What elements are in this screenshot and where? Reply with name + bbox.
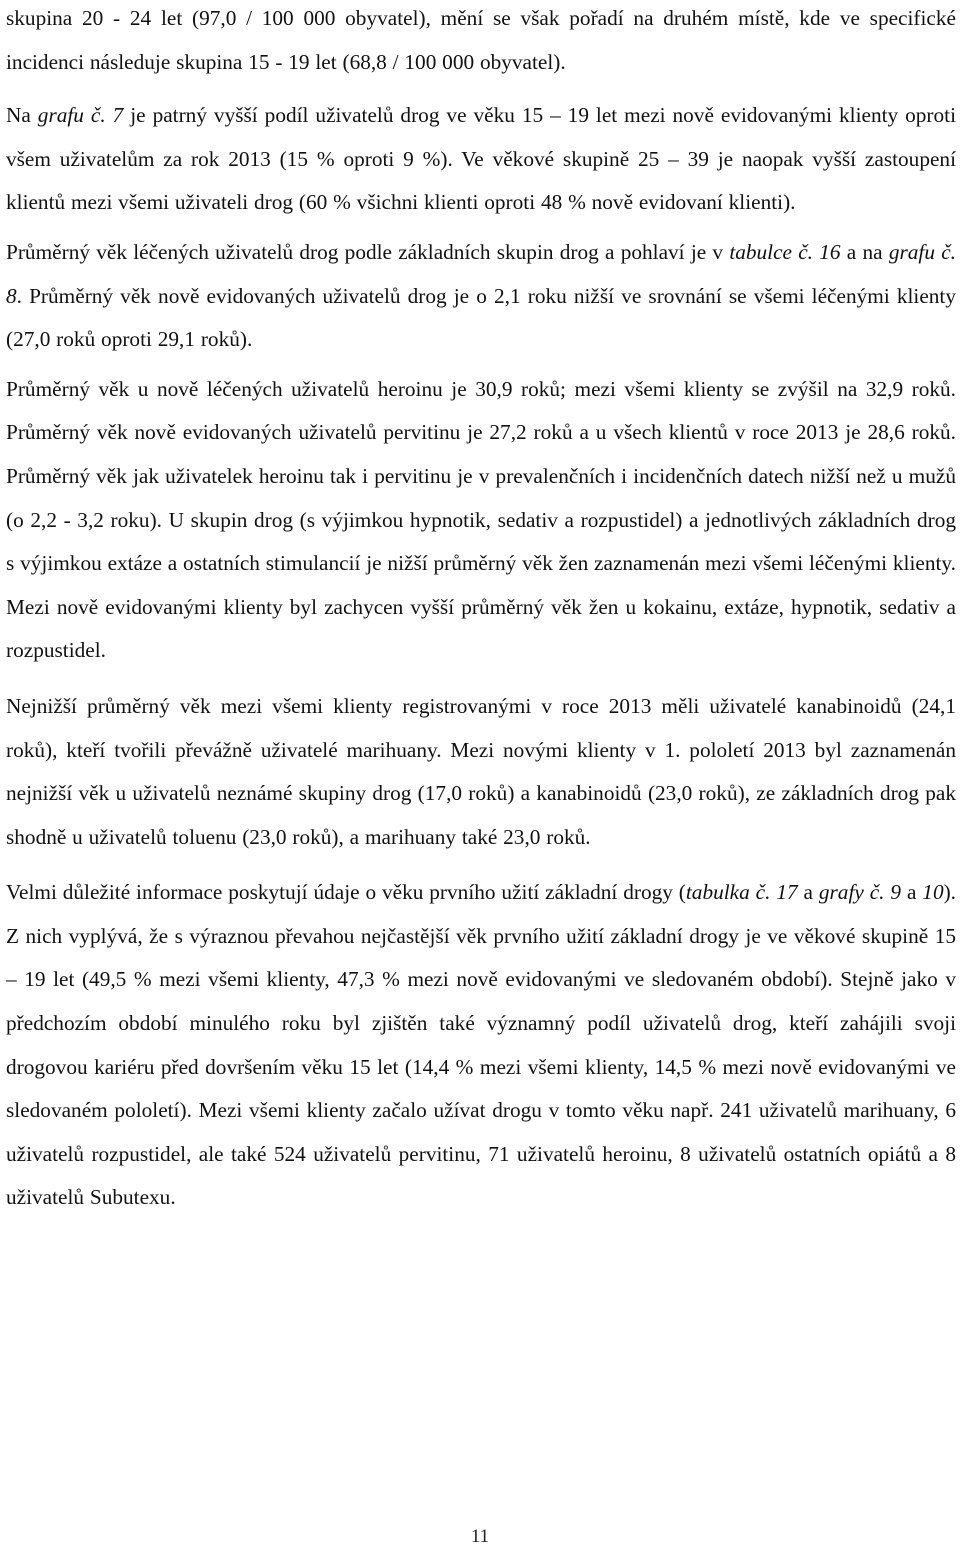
text-segment: Průměrný věk léčených uživatelů drog podle základních skupin drog a pohlaví je v [6,239,730,264]
paragraph-first-use-age [6,871,956,1220]
text-segment: skupina 20 - 24 let (97,0 / 100 000 obyvatel), mění se však pořadí na druhém místě, kde ve specifické incidenci následuje skupina 15 - 19 let (68,8 / 100 000 obyvatel). [6,6,956,74]
text-segment: a [797,880,819,905]
text-segment: je patrný vyšší podíl uživatelů drog ve věku 15 – 19 let mezi nově evidovanými klienty oproti všem uživatelům za rok 2013 (15 % oproti 9 %). Ve věkové skupině 25 – 39 je naopak vyšší zastoupení klientů mezi všemi uživateli drog (60 % všichni klienti oproti 48 % nově evidovaní klienti). [6,103,956,215]
text-segment: . Průměrný věk nově evidovaných uživatelů drog je o 2,1 roku nižší ve srovnání se všemi léčenými klienty (27,0 roků oproti 29,1 roků). [6,283,956,352]
reference-italic: grafu č. 7 [37,103,124,128]
paragraph-graph-7 [6,94,956,225]
document-page [6,0,956,1220]
text-segment: ). Z nich vyplývá, že s výraznou převahou nejčastější věk prvního užití základní drogy je ve věkové skupině 15 – 19 let (49,5 % mezi všemi klienty, 47,3 % mezi nově evidovanými ve sledovaném období). Stejně jako v předchozím období minulého roku byl zjištěn také významný podíl uživatelů drog, kteří zahájili svoji drogovou kariéru před dovršením věku 15 let (14,4 % mezi všemi klienty, 14,5 % mezi nově evidovanými ve sledovaném pololetí). Mezi všemi klienty začalo užívat drogu v tomto věku např. 241 uživatelů marihuany, 6 uživatelů rozpustidel, ale také 524 uživatelů pervitinu, 71 uživatelů heroinu, 8 uživatelů ostatních opiátů a 8 uživatelů Subutexu. [6,880,957,1210]
paragraph-average-age [6,231,956,362]
paragraph-lowest-average-age [6,685,956,859]
text-segment: Na [6,103,38,128]
page-number: 11 [470,1526,490,1547]
reference-italic: grafy č. 9 [818,880,902,905]
text-segment: Velmi důležité informace poskytují údaje o věku prvního užití základní drogy ( [6,880,686,905]
paragraph-age-groups-incidence [6,0,956,84]
reference-italic: 10 [922,880,944,905]
paragraph-heroin-pervitin-age [6,368,956,673]
reference-italic: grafu č. 8 [6,239,956,308]
text-segment: a na [840,239,889,264]
text-segment: Nejnižší průměrný věk mezi všemi klienty registrovanými v roce 2013 měli uživatelé kanabinoidů (24,1 roků), kteří tvořili převážně uživatelé marihuany. Mezi novými klienty v 1. pololetí 2013 byl zaznamenán nejnižší věk u uživatelů neznámé skupiny drog (17,0 roků) a kanabinoidů (23,0 roků), ze základních drog pak shodně u uživatelů toluenu (23,0 roků), a marihuany také 23,0 roků. [6,693,956,849]
reference-italic: tabulce č. 16 [729,239,841,264]
text-segment: a [901,880,923,905]
reference-italic: tabulka č. 17 [685,880,798,905]
text-segment: Průměrný věk u nově léčených uživatelů heroinu je 30,9 roků; mezi všemi klienty se zvýšil na 32,9 roků. Průměrný věk nově evidovaných uživatelů pervitinu je 27,2 roků a u všech klientů v roce 2013 je 28,6 roků. Průměrný věk jak uživatelek heroinu tak i pervitinu je v prevalenčních i incidenčních datech nižší než u mužů (o 2,2 - 3,2 roku). U skupin drog (s výjimkou hypnotik, sedativ a rozpustidel) a jednotlivých základních drog s výjimkou extáze a ostatních stimulancií je nižší průměrný věk žen zaznamenán mezi všemi léčenými klienty. Mezi nově evidovanými klienty byl zachycen vyšší průměrný věk žen u kokainu, extáze, hypnotik, sedativ a rozpustidel. [6,376,956,663]
